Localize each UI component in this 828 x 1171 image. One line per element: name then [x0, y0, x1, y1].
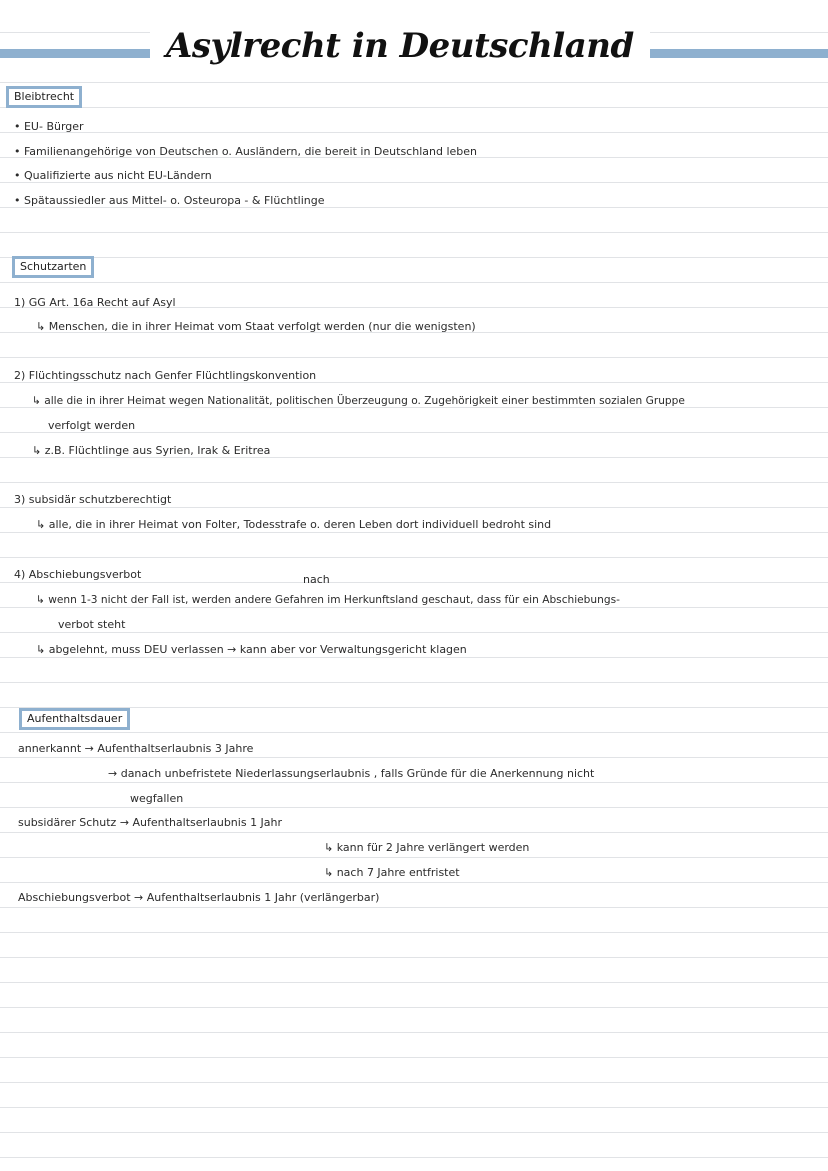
sub-item: ↳ alle, die in ihrer Heimat von Folter, Todesstrafe o. deren Leben dort individuell bedroht sind: [36, 518, 552, 531]
duration-line: Abschiebungsverbot → Aufenthaltserlaubnis 1 Jahr (verlängerbar): [18, 891, 380, 904]
sub-item: ↳ abgelehnt, muss DEU verlassen → kann aber vor Verwaltungsgericht klagen: [36, 643, 467, 656]
bullet-item: • EU- Bürger: [14, 120, 84, 133]
inserted-word: nach: [303, 573, 330, 586]
numbered-item: 2) Flüchtingsschutz nach Genfer Flüchtlingskonvention: [14, 369, 317, 382]
bullet-item: • Familienangehörige von Deutschen o. Ausländern, die bereit in Deutschland leben: [14, 145, 477, 158]
duration-sub-line: ↳ nach 7 Jahre entfristet: [324, 866, 460, 879]
duration-sub-line: → danach unbefristete Niederlassungserlaubnis , falls Gründe für die Anerkennung nicht: [108, 767, 595, 780]
section-heading-schutzarten: Schutzarten: [12, 256, 94, 278]
section-heading-aufenthaltsdauer: Aufenthaltsdauer: [19, 708, 130, 730]
bullet-item: • Spätaussiedler aus Mittel- o. Osteuropa - & Flüchtlinge: [14, 194, 325, 207]
sub-item-continuation: verbot steht: [58, 618, 126, 631]
numbered-item: 4) Abschiebungsverbot: [14, 568, 142, 581]
duration-sub-line: ↳ kann für 2 Jahre verlängert werden: [324, 841, 530, 854]
numbered-item: 1) GG Art. 16a Recht auf Asyl: [14, 296, 176, 309]
sub-item-continuation: verfolgt werden: [48, 419, 136, 432]
numbered-item: 3) subsidär schutzberechtigt: [14, 493, 172, 506]
sub-item: ↳ Menschen, die in ihrer Heimat vom Staat verfolgt werden (nur die wenigsten): [36, 320, 476, 333]
bullet-item: • Qualifizierte aus nicht EU-Ländern: [14, 169, 212, 182]
section-heading-bleiberecht: Bleibtrecht: [6, 86, 82, 108]
sub-item: ↳ wenn 1-3 nicht der Fall ist, werden andere Gefahren im Herkunftsland geschaut, dass für ein Abschiebungs-: [36, 594, 620, 606]
sub-item: ↳ alle die in ihrer Heimat wegen Nationalität, politischen Überzeugung o. Zugehörigkeit einer bestimmten sozialen Gruppe: [32, 395, 685, 407]
sub-item: ↳ z.B. Flüchtlinge aus Syrien, Irak & Eritrea: [32, 444, 271, 457]
duration-continuation: wegfallen: [130, 792, 184, 805]
duration-line: annerkannt → Aufenthaltserlaubnis 3 Jahre: [18, 742, 254, 755]
duration-line: subsidärer Schutz → Aufenthaltserlaubnis 1 Jahr: [18, 816, 283, 829]
page-title: Asylrecht in Deutschland: [150, 24, 650, 68]
